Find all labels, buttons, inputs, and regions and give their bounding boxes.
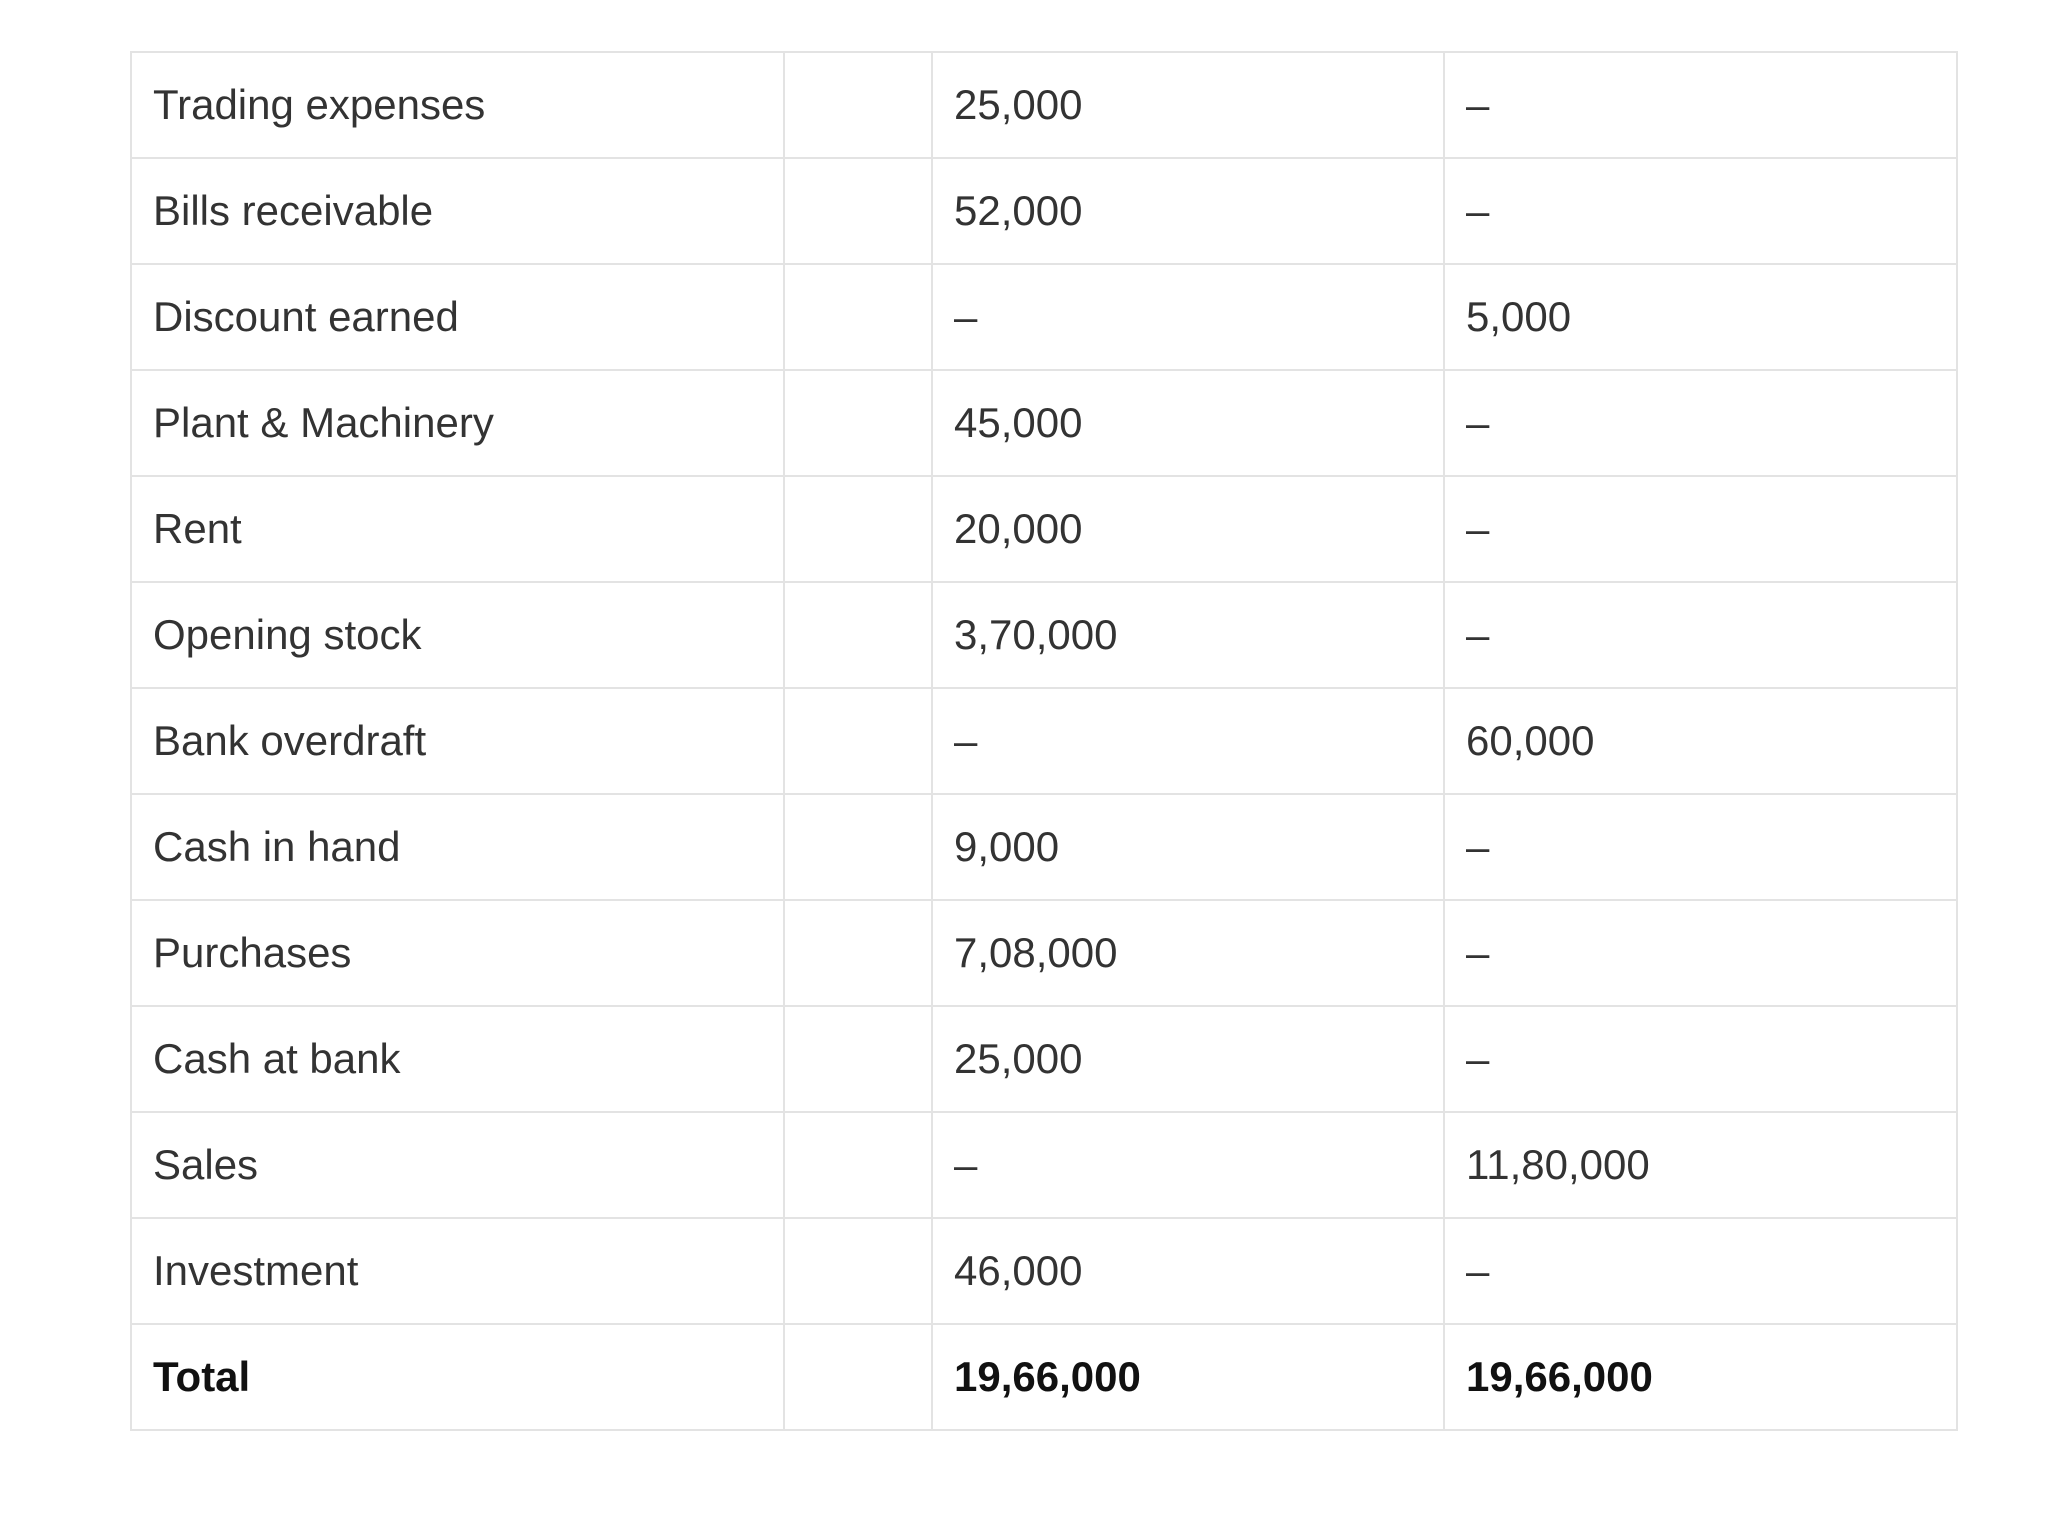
debit-cell: – xyxy=(932,264,1444,370)
particulars-cell: Bank overdraft xyxy=(131,688,784,794)
blank-cell xyxy=(784,688,932,794)
blank-cell xyxy=(784,1324,932,1430)
blank-cell xyxy=(784,1112,932,1218)
debit-cell: 25,000 xyxy=(932,1006,1444,1112)
table-row xyxy=(131,1006,1957,1112)
blank-cell xyxy=(784,52,932,158)
debit-cell: – xyxy=(932,688,1444,794)
credit-cell: – xyxy=(1444,900,1957,1006)
particulars-cell: Purchases xyxy=(131,900,784,1006)
debit-cell: 9,000 xyxy=(932,794,1444,900)
credit-cell: – xyxy=(1444,476,1957,582)
credit-cell: 5,000 xyxy=(1444,264,1957,370)
blank-cell xyxy=(784,582,932,688)
particulars-cell: Opening stock xyxy=(131,582,784,688)
blank-cell xyxy=(784,476,932,582)
debit-cell: 45,000 xyxy=(932,370,1444,476)
blank-cell xyxy=(784,370,932,476)
trial-balance-table xyxy=(130,51,1958,1431)
credit-cell: – xyxy=(1444,1218,1957,1324)
debit-cell: 3,70,000 xyxy=(932,582,1444,688)
credit-cell: – xyxy=(1444,370,1957,476)
total-label: Total xyxy=(131,1324,784,1430)
particulars-cell: Trading expenses xyxy=(131,52,784,158)
particulars-cell: Cash at bank xyxy=(131,1006,784,1112)
blank-cell xyxy=(784,794,932,900)
total-credit: 19,66,000 xyxy=(1444,1324,1957,1430)
table-row xyxy=(131,264,1957,370)
blank-cell xyxy=(784,1218,932,1324)
table-row xyxy=(131,476,1957,582)
blank-cell xyxy=(784,264,932,370)
table-row xyxy=(131,52,1957,158)
debit-cell: 25,000 xyxy=(932,52,1444,158)
debit-cell: 46,000 xyxy=(932,1218,1444,1324)
total-debit: 19,66,000 xyxy=(932,1324,1444,1430)
table-row xyxy=(131,582,1957,688)
trial-balance-table-container xyxy=(130,51,1956,1431)
particulars-cell: Rent xyxy=(131,476,784,582)
blank-cell xyxy=(784,1006,932,1112)
debit-cell: – xyxy=(932,1112,1444,1218)
particulars-cell: Bills receivable xyxy=(131,158,784,264)
credit-cell: 11,80,000 xyxy=(1444,1112,1957,1218)
table-row xyxy=(131,900,1957,1006)
blank-cell xyxy=(784,900,932,1006)
particulars-cell: Plant & Machinery xyxy=(131,370,784,476)
particulars-cell: Sales xyxy=(131,1112,784,1218)
credit-cell: – xyxy=(1444,52,1957,158)
table-row xyxy=(131,1112,1957,1218)
table-row xyxy=(131,688,1957,794)
debit-cell: 20,000 xyxy=(932,476,1444,582)
table-row xyxy=(131,1218,1957,1324)
blank-cell xyxy=(784,158,932,264)
credit-cell: – xyxy=(1444,1006,1957,1112)
credit-cell: – xyxy=(1444,582,1957,688)
table-row xyxy=(131,794,1957,900)
total-row xyxy=(131,1324,1957,1430)
credit-cell: 60,000 xyxy=(1444,688,1957,794)
particulars-cell: Discount earned xyxy=(131,264,784,370)
debit-cell: 52,000 xyxy=(932,158,1444,264)
credit-cell: – xyxy=(1444,158,1957,264)
particulars-cell: Cash in hand xyxy=(131,794,784,900)
credit-cell: – xyxy=(1444,794,1957,900)
table-row xyxy=(131,370,1957,476)
particulars-cell: Investment xyxy=(131,1218,784,1324)
table-row xyxy=(131,158,1957,264)
debit-cell: 7,08,000 xyxy=(932,900,1444,1006)
